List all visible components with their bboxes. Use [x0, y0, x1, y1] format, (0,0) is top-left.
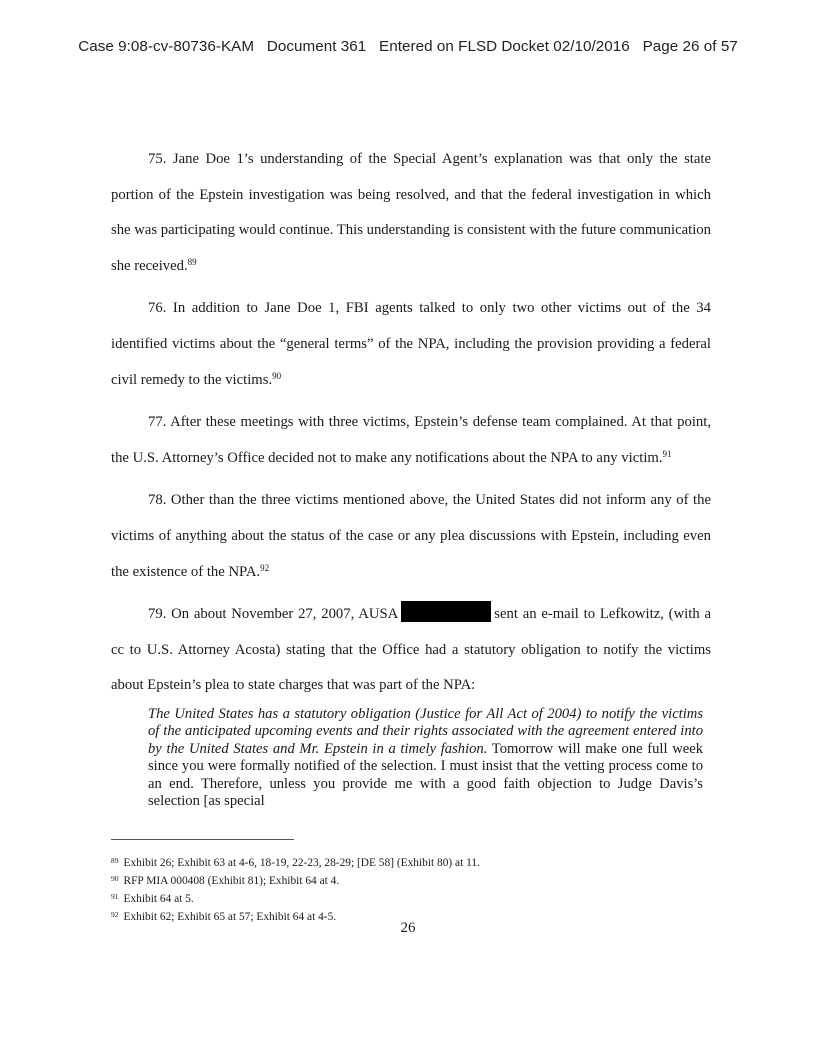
footnote-text: Exhibit 26; Exhibit 63 at 4-6, 18-19, 22-23, 28-29; [DE 58] (Exhibit 80) at 11. [123, 857, 480, 869]
footnote-text: Exhibit 64 at 5. [123, 893, 194, 905]
redaction-block [401, 601, 491, 622]
paragraph-text: 78. Other than the three victims mentioned above, the United States did not inform any of the victims of anything about the status of the case or any plea discussions with Epstein, including even the existence of the NPA. [111, 492, 711, 580]
paragraph-75 [111, 142, 711, 284]
paragraph-79 [111, 597, 711, 704]
page-number: 26 [400, 920, 416, 936]
footnote-number: 91 [111, 892, 119, 901]
footnote-text: RFP MIA 000408 (Exhibit 81); Exhibit 64 at 4. [123, 875, 340, 887]
paragraph-text: 75. Jane Doe 1’s understanding of the Special Agent’s explanation was that only the state portion of the Epstein investigation was being resolved, and that the federal investigation in which she was participating would continue. This understanding is consistent with the future communication she received. [111, 151, 711, 274]
footnote-ref: 92 [260, 562, 270, 573]
paragraph-text: 76. In addition to Jane Doe 1, FBI agents talked to only two other victims out of the 34 identified victims about the “general terms” of the NPA, including the provision providing a federal civil remedy to the victims. [111, 300, 711, 388]
footnote-number: 90 [111, 874, 119, 883]
footnote-ref: 89 [187, 256, 197, 267]
quote-italic-text: The United States has a statutory obligation (Justice for All Act of 2004) to notify the victims of the anticipated upcoming events and their rights associated with the agreement entered into by the United States and Mr. Epstein in a timely fashion. [148, 705, 703, 757]
paragraph-76 [111, 291, 711, 398]
footnote-91 [111, 889, 711, 907]
paragraph-text-after-redaction: sent an e-mail to Lefkowitz, (with a cc to U.S. Attorney Acosta) stating that the Office had a statutory obligation to notify the victims about Epstein’s plea to state charges that was part of the NPA: [111, 606, 711, 694]
header-entered-date: Entered on FLSD Docket 02/10/2016 [379, 38, 630, 55]
header-document-number: Document 361 [266, 38, 367, 55]
footnote-text: Exhibit 62; Exhibit 65 at 57; Exhibit 64 at 4-5. [123, 911, 337, 923]
paragraph-text: 77. After these meetings with three victims, Epstein’s defense team complained. At that point, the U.S. Attorney’s Office decided not to make any notifications about the NPA to any victim. [111, 414, 711, 466]
quote-normal-text: Tomorrow will make one full week since you were formally notified of the selection. I must insist that the vetting process come to an end. Therefore, unless you provide me with a good faith objection to Judge Davis’s selection [as special [148, 740, 703, 809]
header-case-number: Case 9:08-cv-80736-KAM [78, 38, 255, 55]
footnote-90 [111, 871, 711, 889]
block-quote [148, 706, 703, 810]
footnote-number: 92 [111, 910, 119, 919]
footnote-ref: 90 [272, 370, 282, 381]
header-page-count: Page 26 of 57 [642, 38, 738, 55]
footnote-89 [111, 853, 711, 871]
docket-header [0, 38, 816, 55]
footnote-number: 89 [111, 856, 119, 865]
body-text [111, 142, 711, 810]
footnote-divider [111, 839, 294, 840]
footnotes [111, 853, 711, 925]
paragraph-78 [111, 483, 711, 590]
paragraph-text-before-redaction: 79. On about November 27, 2007, AUSA [148, 606, 399, 623]
footnote-ref: 91 [662, 448, 672, 459]
paragraph-77 [111, 405, 711, 476]
